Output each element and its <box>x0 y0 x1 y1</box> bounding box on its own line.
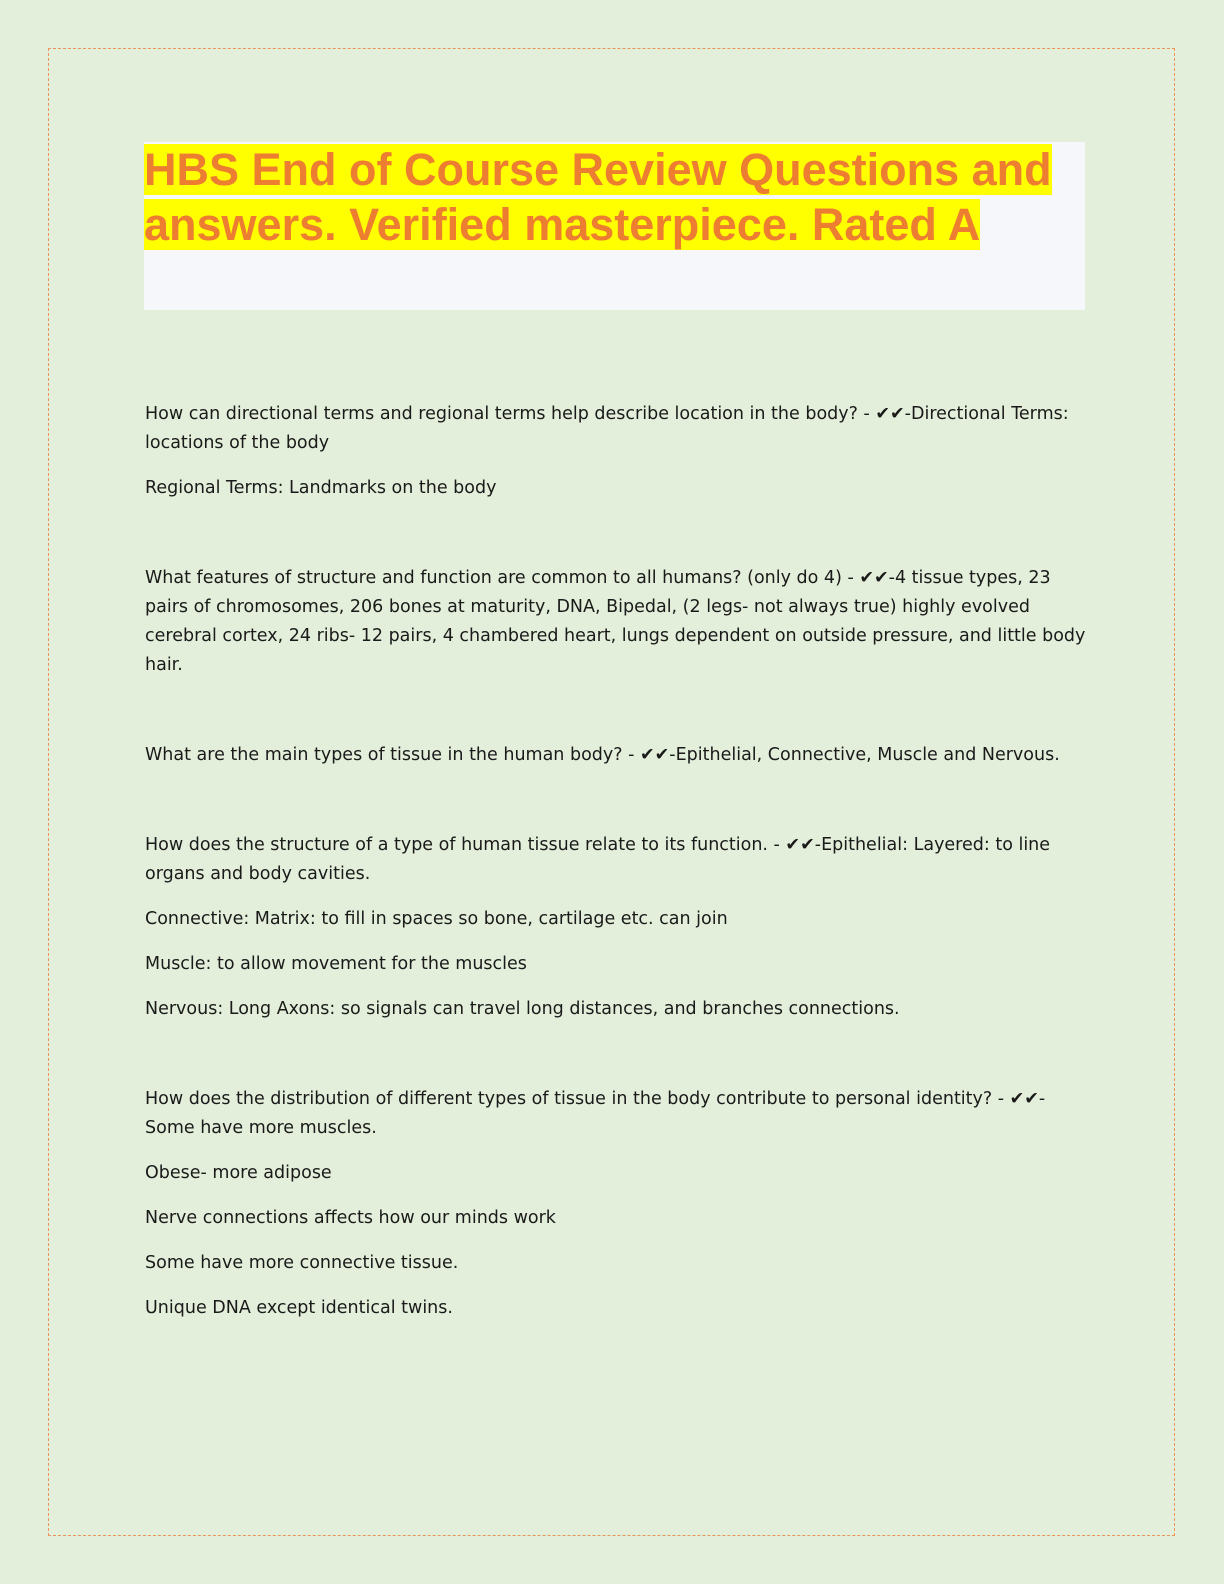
question-paragraph: What are the main types of tissue in the human body? - ✔✔-Epithelial, Connective, Muscle and Nervous. <box>145 745 1060 765</box>
answer-paragraph: Some have more connective tissue. <box>145 1253 459 1273</box>
answer-paragraph: Muscle: to allow movement for the muscles <box>145 954 527 974</box>
document-title: HBS End of Course Review Questions and answers. Verified masterpiece. Rated A <box>144 144 1052 250</box>
answer-paragraph: Obese- more adipose <box>145 1163 332 1183</box>
answer-paragraph: Nerve connections affects how our minds work <box>145 1208 556 1228</box>
qa-item <box>145 564 1090 680</box>
document-content <box>145 400 1090 1384</box>
title-block <box>144 142 1085 310</box>
question-paragraph: What features of structure and function are common to all humans? (only do 4) - ✔✔-4 tissue types, 23 pairs of chromosomes, 206 bones at maturity, DNA, Bipedal, (2 legs- not always true) highly evolved cerebral cortex, 24 ribs- 12 pairs, 4 chambered heart, lungs dependent on outside pressure, and little body hair. <box>145 568 1086 675</box>
answer-paragraph: Regional Terms: Landmarks on the body <box>145 478 497 498</box>
question-paragraph: How does the structure of a type of human tissue relate to its function. - ✔✔-Epithelial: Layered: to line organs and body cavities. <box>145 835 1051 884</box>
answer-paragraph: Connective: Matrix: to fill in spaces so bone, cartilage etc. can join <box>145 909 728 929</box>
qa-item <box>145 1085 1090 1323</box>
answer-paragraph: Nervous: Long Axons: so signals can travel long distances, and branches connections. <box>145 999 900 1019</box>
qa-item <box>145 741 1090 770</box>
qa-item <box>145 400 1090 503</box>
answer-paragraph: Unique DNA except identical twins. <box>145 1298 453 1318</box>
question-paragraph: How does the distribution of different types of tissue in the body contribute to personal identity? - ✔✔-Some have more muscles. <box>145 1089 1046 1138</box>
qa-item <box>145 831 1090 1024</box>
question-paragraph: How can directional terms and regional terms help describe location in the body? - ✔✔-Directional Terms: locations of the body <box>145 404 1069 453</box>
